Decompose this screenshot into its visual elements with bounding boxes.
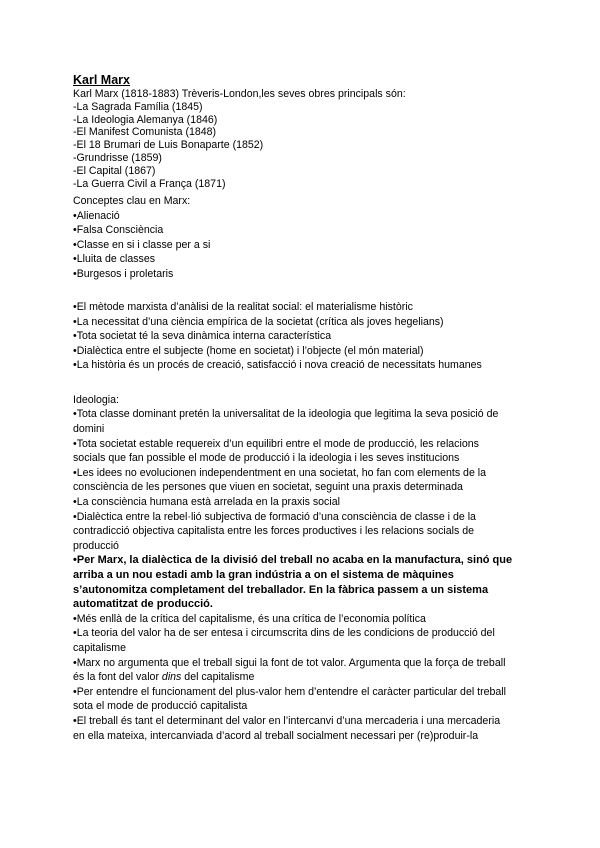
ideology-heading: Ideologia: [73, 393, 119, 406]
exchange-line: en ella mateixa, intercanviada d’acord al treball socialment necessari per (re)produir-la [73, 729, 479, 742]
method-point: •La necessitat d’una ciència empírica de la societat (crítica als joves hegelians) [73, 315, 444, 328]
labor-line: •Marx no argumenta que el treball sigui la font de tot valor. Argumenta que la força de treball [73, 656, 506, 669]
work-item: -El 18 Brumari de Luis Bonaparte (1852) [73, 139, 264, 152]
work-item: -El Capital (1867) [73, 164, 156, 177]
bold-line: s’autonomitza completament del treballador. En la fàbrica passem a un sistema [73, 583, 489, 596]
surplus-line: •Per entendre el funcionament del plus-valor hem d’entendre el caràcter particular del treball [73, 685, 506, 698]
concept-item: •Alienació [73, 209, 120, 222]
critique-item: •Més enllà de la crítica del capitalisme, és una crítica de l’economia política [73, 612, 426, 625]
surplus-item [73, 685, 533, 714]
ideology-line: •Tota societat estable requereix d’un equilibri entre el mode de producció, les relacions [73, 437, 479, 450]
ideology-section [73, 393, 533, 743]
surplus-line: sota el mode de producció capitalista [73, 700, 248, 713]
work-item: -La Ideologia Alemanya (1846) [73, 113, 218, 126]
document-body [73, 73, 533, 743]
concept-item: •Burgesos i proletaris [73, 267, 174, 280]
ideology-line: contradicció objectiva capitalista entre les forces productives i les relacions socials de [73, 525, 474, 538]
method-section [73, 300, 533, 373]
labor-text: és la font del valor [73, 671, 162, 684]
ideology-line: •Les idees no evolucionen independentment en una societat, ho fan com elements de la [73, 466, 487, 479]
ideology-line: domini [73, 423, 105, 436]
bold-ideology-item [73, 553, 533, 611]
ideology-line: producció [73, 539, 119, 552]
ideology-line: •Dialèctica entre la rebel·lió subjectiva de formació d’una consciència de classe i de la [73, 510, 476, 523]
labor-text: del capitalisme [181, 671, 255, 684]
page-title: Karl Marx [73, 73, 130, 87]
theory-line: capitalisme [73, 641, 126, 654]
work-item: -La Sagrada Família (1845) [73, 100, 203, 113]
exchange-line: •El treball és tant el determinant del valor en l’intercanvi d’una mercaderia i una mercaderia [73, 714, 501, 727]
concept-item: •Lluita de classes [73, 253, 156, 266]
ideology-line: •Tota classe dominant pretén la universalitat de la ideologia que legitima la seva posició de [73, 408, 499, 421]
bold-line: automatitzat de producció. [73, 598, 213, 611]
theory-line: •La teoria del valor ha de ser entesa i circumscrita dins de les condicions de producció del [73, 627, 495, 640]
ideology-line: consciència de les persones que viuen en societat, seguint una praxis determinada [73, 481, 463, 494]
method-point: •Tota societat té la seva dinàmica interna característica [73, 330, 332, 343]
bold-line: arriba a un nou estadi amb la gran indústria a on el sistema de màquines [73, 569, 454, 581]
concepts-section [73, 194, 533, 281]
labor-emphasis: dins [161, 671, 182, 684]
work-item: -La Guerra Civil a França (1871) [73, 177, 226, 190]
concepts-heading: Conceptes clau en Marx: [73, 195, 191, 208]
method-point: •Dialèctica entre el subjecte (home en societat) i l’objecte (el món material) [73, 344, 424, 357]
ideology-line: •La consciència humana està arrelada en la praxis social [73, 496, 340, 509]
ideology-item [73, 510, 533, 554]
concept-item: •Falsa Consciència [73, 224, 164, 237]
labor-line [73, 670, 533, 685]
work-item: -Grundrisse (1859) [73, 151, 162, 164]
labor-item [73, 656, 533, 685]
ideology-item [73, 437, 533, 466]
works-list [73, 101, 533, 191]
work-item: -El Manifest Comunista (1848) [73, 126, 217, 139]
value-theory-item [73, 626, 533, 655]
method-point: •La història és un procés de creació, satisfacció i nova creació de necessitats humanes [73, 359, 482, 372]
ideology-item [73, 495, 533, 510]
ideology-line: socials que fan possible el mode de producció i la ideologia i les seves institucions [73, 452, 460, 465]
intro-text: Karl Marx (1818-1883) Trèveris-London,les seves obres principals són: [73, 88, 406, 100]
concept-item: •Classe en si i classe per a si [73, 238, 211, 251]
ideology-item [73, 407, 533, 436]
exchange-item [73, 714, 533, 743]
ideology-item [73, 466, 533, 495]
method-point: •El mètode marxista d’anàlisi de la realitat social: el materialisme històric [73, 301, 413, 314]
bold-line: •Per Marx, la dialèctica de la divisió del treball no acaba en la manufactura, sinó que [73, 554, 513, 567]
